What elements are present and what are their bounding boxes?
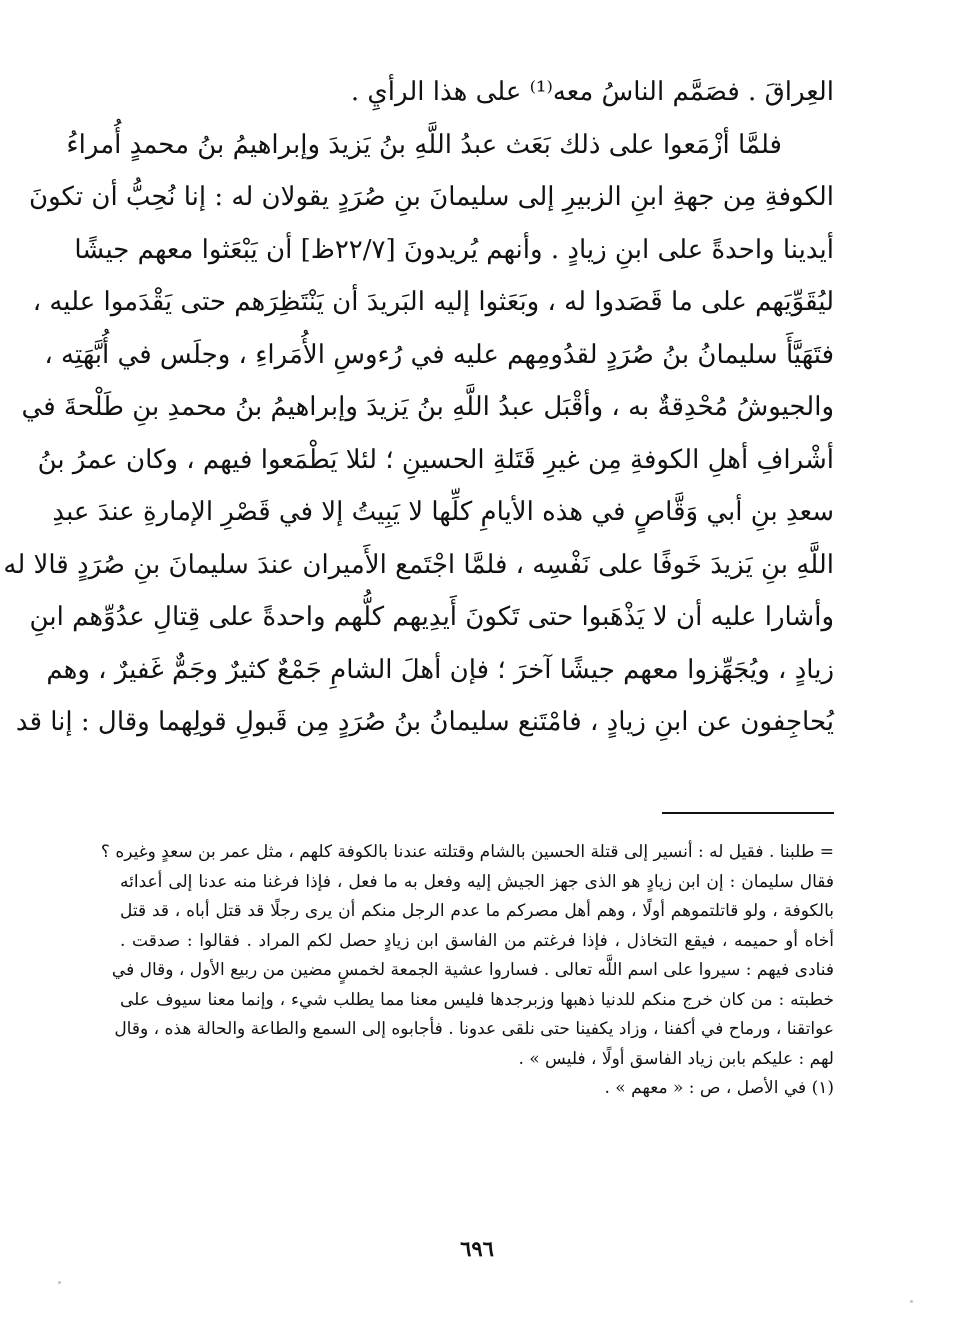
main-text-line: وأشارا عليه أن لا يَذْهَبوا حتى تَكونَ أَيدِيهم كلُّهم واحدةً على قِتالِ عدُوِّهم ابنِ bbox=[29, 602, 834, 632]
footnotes-block bbox=[100, 838, 834, 1104]
footnote-line: فنادى فيهم : سيروا على اسم اللَّه تعالى . فساروا عشية الجمعة لخمسٍ مضين من ربيع الأول ، وقال في bbox=[111, 960, 834, 980]
page-number: ٦٩٦ bbox=[460, 1236, 494, 1261]
footnote-line: فقال سليمان : إن ابن زيادٍ هو الذى جهز الجيش إليه وفعل به ما فعل ، فإذا فرغنا منه عدنا إلى أعدائه bbox=[120, 871, 834, 892]
main-text-line: أشْرافِ أهلِ الكوفةِ مِن غيرِ قَتَلةِ الحسينِ ؛ لئلا يَطْمَعوا فيهم ، وكان عمرُ بنُ bbox=[37, 444, 834, 475]
footnote-line: بالكوفة ، ولو قاتلتموهم أولًا ، وهم أهل مصركم ما عدم الرجل منكم أن يرى رجلًا قد قتل أباه ، قد قتل bbox=[120, 901, 834, 921]
scan-speck bbox=[910, 1300, 913, 1303]
main-text-line: ليُقَوِّيَهم على ما قَصَدوا له ، وبَعَثوا إليه البَريدَ أن يَنْتَظِرَهم حتى يَقْدَموا عليه ، bbox=[32, 287, 834, 317]
main-text-line: والجيوشُ مُحْدِقةٌ به ، وأقْبَل عبدُ اللَّهِ بنُ يَزيدَ وإبراهيمُ بنُ محمدِ بنِ طَلْحةَ في bbox=[21, 392, 834, 422]
main-text-line: الكوفةِ مِن جهةِ ابنِ الزبيرِ إلى سليمانَ بنِ صُرَدٍ يقولان له : إنا نُحِبُّ أن تكونَ bbox=[28, 182, 834, 212]
main-text-line: زيادٍ ، ويُجَهِّزوا معهم جيشًا آخرَ ؛ فإن أهلَ الشامِ جَمْعٌ كثيرٌ وجَمٌّ غَفيرٌ ، وهم bbox=[46, 654, 834, 685]
main-text-line: اللَّهِ بنِ يَزيدَ خَوفًا على نَفْسِه ، فلمَّا اجْتَمع الأَميران عندَ سليمانَ بنِ صُرَدٍ قالا له bbox=[3, 549, 834, 580]
footnote-line: خطبته : من كان خرج منكم للدنيا ذهبها وزبرجدها فليس معنا مما يطلب شيء ، وإنما معنا سيوف على bbox=[120, 989, 834, 1010]
footnote-line: عواتقنا ، ورماح في أكفنا ، وزاد يكفينا حتى نلقى عدونا . فأجابوه إلى السمع والطاعة والحالة هذه ، وقال bbox=[114, 1019, 834, 1039]
scan-speck bbox=[58, 1281, 61, 1284]
main-text-line: سعدِ بنِ أبي وَقَّاصٍ في هذه الأيامِ كلِّها لا يَبِيتُ إلا في قَصْرِ الإمارةِ عندَ عبدِ bbox=[52, 497, 834, 527]
main-text-line: يُحاجِفون عن ابنِ زيادٍ ، فامْتَنع سليمانُ بنُ صُرَدٍ مِن قَبولِ قولِهما وقال : إنا قد bbox=[15, 707, 834, 737]
footnote-line: أخاه أو حميمه ، فيقع التخاذل ، فإذا فرغتم من الفاسق ابن زيادٍ حصل لكم المراد . فقالوا : صدقت . bbox=[120, 930, 834, 951]
footnote-line: لهم : عليكم بابن زياد الفاسق أولًا ، فليس » . bbox=[518, 1048, 834, 1069]
footnote-line: (١) في الأصل ، ص : « معهم » . bbox=[604, 1078, 834, 1098]
main-text-line: فتَهَيَّأَ سليمانُ بنُ صُرَدٍ لقدُومِهم عليه في رُءوسِ الأُمَراءِ ، وجلَس في أُبَّهَتِه ، bbox=[44, 339, 834, 370]
footnote-line: = طلبنا . فقيل له : أنسير إلى قتلة الحسين بالشام وقتلته عندنا بالكوفة كلهم ، مثل عمر بن سعدٍ وغيره ؟ bbox=[100, 842, 834, 862]
footnote-separator-rule bbox=[662, 812, 834, 814]
main-text-line: فلمَّا أزْمَعوا على ذلك بَعَث عبدُ اللَّهِ بنُ يَزيدَ وإبراهيمُ بنُ محمدٍ أُمراءُ bbox=[66, 129, 782, 160]
main-text-block bbox=[3, 66, 834, 749]
main-text-line: العِراقَ . فصَمَّم الناسُ معه⁽¹⁾ على هذا الرأيِ . bbox=[350, 77, 834, 107]
main-text-line: أيدينا واحدةً على ابنِ زيادٍ . وأنهم يُريدونَ [٢٢/٧ظ] أن يَبْعَثوا معهم جيشًا bbox=[74, 234, 834, 265]
